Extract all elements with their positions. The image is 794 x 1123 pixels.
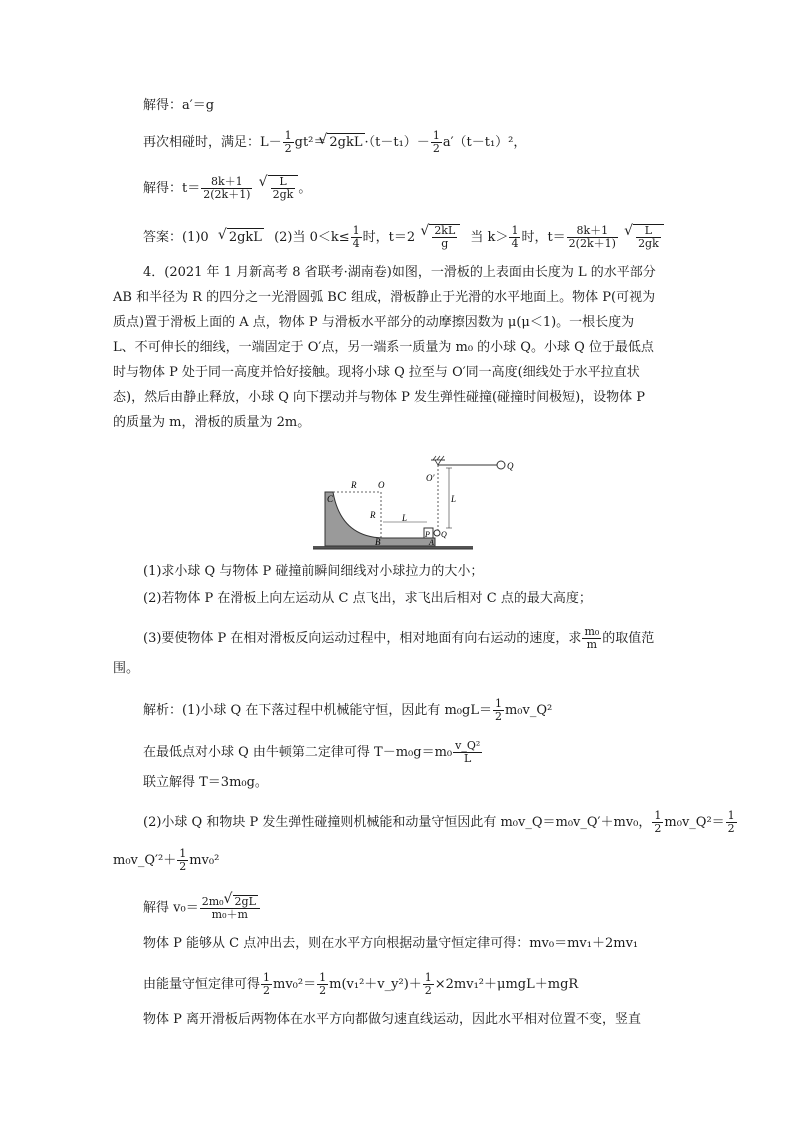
label-Q-low: Q <box>441 530 447 539</box>
question-1: (1)求小球 Q 与物体 P 碰撞前瞬间细线对小球拉力的大小； <box>143 564 484 579</box>
problem-line-7: 的质量为 m，滑板的质量为 2m。 <box>113 415 311 430</box>
solution-line-3: 解得：t＝ $\frac{8k+1}{2(2k+1)}$ √ $\frac{L}{2gk}$ 。 <box>143 175 311 201</box>
analysis-line-4: (2)小球 Q 和物块 P 发生弹性碰撞则机械能和动量守恒因此有 m₀v_Q＝m₀v_Q′＋mv₀， $\frac{1}{2}$ m₀v_Q²＝ $\frac{1}{2}$ <box>143 809 735 835</box>
analysis-line-7: 物体 P 能够从 C 点冲出去，则在水平方向根据动量守恒定律可得：mv₀＝mv₁＋2mv₁ <box>143 936 639 951</box>
analysis-line-5: m₀v_Q′²＋ $\frac{1}{2}$ mv₀² <box>113 847 220 873</box>
problem-line-5: 时与物体 P 处于同一高度并恰好接触。现将小球 Q 拉至与 O′同一高度(细线处于水平拉直状 <box>113 365 640 380</box>
question-3-cont: 围。 <box>113 661 140 676</box>
problem-line-3: 质点)置于滑板上面的 A 点，物体 P 与滑板水平部分的动摩擦因数为 μ(μ＜1)。一根长度为 <box>113 315 635 330</box>
label-O-prime: O′ <box>426 473 435 483</box>
sqrt-fraction: √ $\frac{L}{2gk}$ <box>268 175 299 201</box>
fraction-half: $\frac{1}{2}$ <box>432 129 440 155</box>
problem-line-4: L、不可伸长的细线，一端固定于 O′点，另一端系一质量为 m₀ 的小球 Q。小球 Q 位于最低点 <box>113 340 654 355</box>
problem-line-6: 态)，然后由静止释放，小球 Q 向下摆动并与物体 P 发生弹性碰撞(碰撞时间极短)，设物体 P <box>113 390 646 405</box>
analysis-line-2: 在最低点对小球 Q 由牛顿第二定律可得 T－m₀g＝m₀ $\frac{\text{v\_Q²}}{L}$ <box>143 739 481 765</box>
analysis-line-6: 解得 v₀＝ $\frac{\text{2m₀√ 2gL}}{\text{m₀＋m}}$ <box>143 895 261 921</box>
ball-Q-low <box>434 530 440 536</box>
answer-line: 答案：(1)0 √ 2gkL (2)当 0＜k≤ $\frac{1}{4}$ 时，t＝2 √ $\frac{2kL}{g}$ 当 k＞ $\frac{1}{4}$ 时，t＝ $\frac{8k+1}{2(2k+1)}$ √ $\frac{L}{2gk}$ <box>143 224 664 250</box>
solution-line-2: 再次相碰时，满足：L－ $\frac{1}{2}$ gt²＝√ 2gkL ·（t－t₁）－ $\frac{1}{2}$ a′（t－t₁）²， <box>143 130 526 155</box>
problem-line-2: AB 和半径为 R 的四分之一光滑圆弧 BC 组成，滑板静止于光滑的水平地面上。物体 P(可视为 <box>113 290 656 305</box>
problem-line-1: 4．(2021 年 1 月新高考 8 省联考·湖南卷)如图，一滑板的上表面由长度为 L 的水平部分 <box>143 265 656 280</box>
label-A: A <box>429 538 434 547</box>
sqrt-expression: √ 2gkL <box>327 133 364 152</box>
label-C: C <box>327 494 334 504</box>
analysis-line-1: 解析：(1)小球 Q 在下落过程中机械能守恒，因此有 m₀gL＝ $\frac{1}{2}$ m₀v_Q² <box>143 697 553 723</box>
analysis-line-9: 物体 P 离开滑板后两物体在水平方向都做匀速直线运动，因此水平相对位置不变，竖直 <box>143 1012 642 1027</box>
label-R-side: R <box>370 510 376 520</box>
label-L-horizontal: L <box>402 513 408 523</box>
label-O: O <box>378 480 385 490</box>
label-B: B <box>375 537 381 547</box>
question-2: (2)若物体 P 在滑板上向左运动从 C 点飞出，求飞出后相对 C 点的最大高度； <box>143 591 592 606</box>
analysis-line-8: 由能量守恒定律可得 $\frac{1}{2}$ mv₀²＝ $\frac{1}{2}$ m(v₁²＋v_y²)＋ $\frac{1}{2}$ ×2mv₁²＋μmgL＋mgR <box>143 971 579 997</box>
solution-line-1: 解得：a′＝g <box>143 98 215 113</box>
analysis-line-3: 联立解得 T＝3m₀g。 <box>143 775 268 790</box>
physics-figure <box>313 450 533 555</box>
label-P: P <box>425 530 430 539</box>
label-L-vertical: L <box>451 494 457 504</box>
question-3: (3)要使物体 P 在相对滑板反向运动过程中，相对地面有向右运动的速度，求 $\frac{\text{m₀}}{m}$ 的取值范 <box>143 625 655 651</box>
ball-Q-top <box>497 461 505 469</box>
fraction-half: $\frac{1}{2}$ <box>284 129 292 155</box>
label-R-top: R <box>351 480 357 490</box>
fraction: $\frac{8k+1}{2(2k+1)}$ <box>203 175 251 201</box>
label-Q-top: Q <box>507 461 514 471</box>
